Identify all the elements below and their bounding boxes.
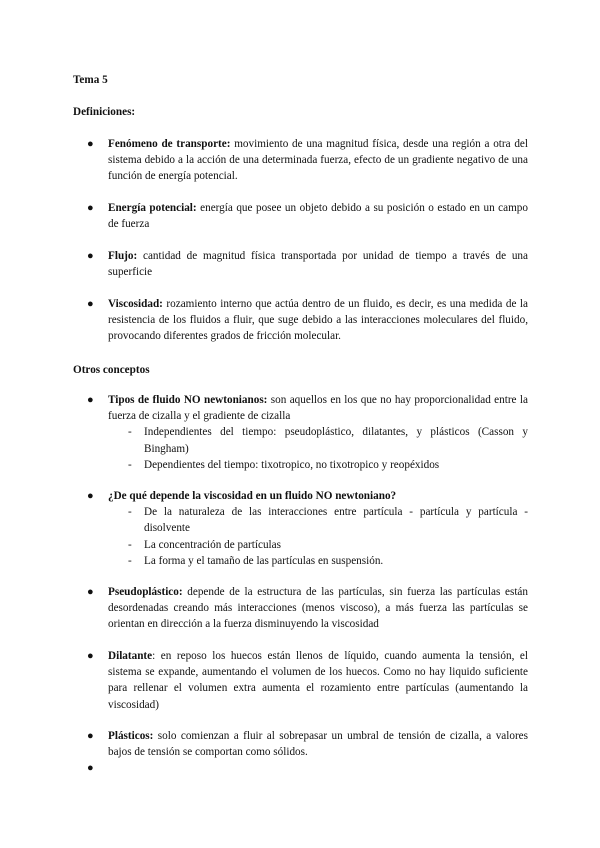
sublist	[108, 504, 528, 569]
definition-text: solo comienzan a fluir al sobrepasar un umbral de tensión de cizalla, a valores bajos de tensión se comportan como sólidos.	[108, 730, 528, 759]
concepto-tipos-fluido	[87, 392, 528, 473]
bullet-icon: ●	[87, 650, 94, 662]
bullet-icon: ●	[87, 490, 94, 502]
definicion-viscosidad	[87, 296, 528, 345]
concepto-pseudoplastico	[87, 584, 528, 633]
term: Fenómeno de transporte:	[108, 138, 231, 150]
term: Pseudoplástico:	[108, 586, 183, 598]
definition-text: energía que posee un objeto debido a su posición o estado en un campo de fuerza	[108, 202, 528, 231]
dash-icon: -	[128, 554, 132, 567]
dash-icon: -	[128, 426, 132, 439]
term: Energía potencial:	[108, 202, 197, 214]
otros-conceptos-heading: Otros conceptos	[73, 364, 150, 376]
term: Plásticos:	[108, 730, 154, 742]
definicion-energia-potencial	[87, 200, 528, 232]
sublist-item: - La forma y el tamaño de las partículas en suspensión.	[108, 553, 528, 569]
concepto-plasticos	[87, 728, 528, 760]
sublist-item: - De la naturaleza de las interacciones entre partícula - partícula y partícula - disolvente	[128, 506, 528, 535]
definition-text: depende de la estructura de las partículas, sin fuerza las partículas están desordenadas creando más interacciones (menos viscoso), a más fuerza las partículas se orientan en dirección a la fuerza disminuyendo la viscosidad	[108, 586, 528, 631]
term: Tipos de fluido NO newtonianos:	[108, 394, 268, 406]
sublist-item: - La concentración de partículas	[108, 537, 528, 553]
bullet-icon: ●	[87, 202, 94, 214]
bullet-icon: ●	[87, 730, 94, 742]
definition-text: rozamiento interno que actúa dentro de un fluido, es decir, es una medida de la resistencia de los fluidos a fluir, que suge debido a las interacciones moleculares del fluido, provocando diferentes grados de fricción molecular.	[108, 298, 528, 343]
term: ¿De qué depende la viscosidad en un fluido NO newtoniano?	[108, 490, 397, 502]
concepto-viscosidad-no-newtoniano	[87, 488, 528, 569]
definiciones-heading: Definiciones:	[73, 106, 136, 118]
dash-icon: -	[128, 458, 132, 471]
term: Flujo:	[108, 250, 138, 262]
sublist	[108, 424, 528, 473]
concepto-dilatante	[87, 648, 528, 713]
term: Viscosidad:	[108, 298, 163, 310]
definition-text: cantidad de magnitud física transportada por unidad de tiempo a través de una superficie	[108, 250, 528, 279]
bullet-icon: ●	[87, 138, 94, 150]
bullet-icon: ●	[87, 394, 94, 406]
sublist-item: - Dependientes del tiempo: tixotropico, no tixotropico y reopéxidos	[108, 457, 528, 473]
bullet-icon: ●	[87, 250, 94, 262]
definicion-fenomeno-transporte	[87, 136, 529, 185]
bullet-icon: ●	[87, 762, 94, 774]
definition-text: son aquellos en los que no hay proporcionalidad entre la fuerza de cizalla y el gradiente de cizalla	[108, 394, 528, 423]
sublist-item: - Independientes del tiempo: pseudoplástico, dilatantes, y plásticos (Casson y Bingham)	[128, 426, 528, 455]
definition-text: movimiento de una magnitud física, desde una región a otra del sistema debido a la acción de una determinada fuerza, efecto de un gradiente negativo de una función de energía potencial.	[108, 138, 529, 183]
dash-icon: -	[128, 506, 132, 519]
term: Dilatante	[108, 650, 153, 662]
dash-icon: -	[128, 538, 132, 551]
bullet-icon: ●	[87, 298, 94, 310]
definition-text: : en reposo los huecos están llenos de líquido, cuando aumenta la tensión, el sistema se expande, aumentando el volumen de los huecos. Como no hay liquido suficiente para rellenar el volumen extra aumenta el rozamiento entre partículas (aumentando la viscosidad)	[108, 650, 528, 711]
bullet-icon: ●	[87, 586, 94, 598]
definicion-flujo	[87, 248, 528, 280]
document-title: Tema 5	[73, 74, 108, 86]
